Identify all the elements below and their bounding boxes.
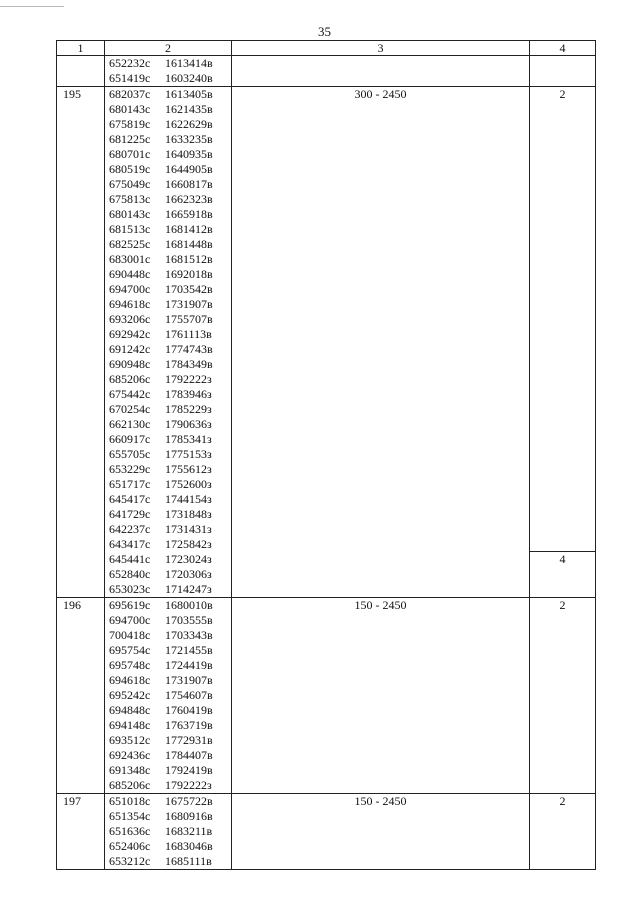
cont-range [232,56,530,87]
coord-pair [109,688,231,703]
coord-pair [109,839,231,854]
header-row [57,41,596,56]
longitude: 1763719в [165,718,213,732]
latitude: 683001c [109,252,151,266]
continuation-row [57,56,596,87]
row-range: 150 - 2450 [232,794,530,870]
coord-pair [109,477,231,492]
latitude: 695242c [109,688,151,702]
coord-pair [109,778,231,793]
row-category-cell [530,87,596,598]
coord-pair [109,87,231,102]
coord-pair [109,267,231,282]
row-category: 2 [530,794,596,870]
longitude: 1633235в [165,132,213,146]
longitude: 1644905в [165,162,213,176]
latitude: 691348c [109,763,151,777]
latitude: 651018c [109,794,151,808]
longitude: 1703542в [165,282,213,296]
longitude: 1792222з [165,372,212,386]
latitude: 690948c [109,357,151,371]
coord-pair [109,447,231,462]
coord-pair [109,132,231,147]
longitude: 1725842з [165,537,212,551]
latitude: 642237c [109,522,151,536]
coord-pair [109,237,231,252]
longitude: 1680916в [165,809,213,823]
longitude: 1731907в [165,673,213,687]
coord-pair [109,673,231,688]
longitude: 1681412в [165,222,213,236]
longitude: 1724419в [165,658,213,672]
longitude: 1621435в [165,102,213,116]
longitude: 1692018в [165,267,213,281]
latitude: 653212c [109,854,151,868]
latitude: 651717c [109,477,151,491]
coord-pair [109,117,231,132]
longitude: 1681448в [165,237,213,251]
cont-num [57,56,105,87]
coord-pair [109,357,231,372]
latitude: 675442c [109,387,151,401]
row-category: 2 [530,87,595,552]
longitude: 1790636з [165,417,212,431]
latitude: 694700c [109,613,151,627]
longitude: 1784349в [165,357,213,371]
coord-pair: 651419c 1603240в [109,71,213,85]
longitude: 1731907в [165,297,213,311]
coord-pair: 652232c 1613414в [109,56,213,70]
coord-pair [109,537,231,552]
latitude: 680143c [109,102,151,116]
latitude: 685206c [109,372,151,386]
coord-pair [109,372,231,387]
coord-pair [109,703,231,718]
cont-coords [105,56,232,87]
longitude: 1613405в [165,87,213,101]
header-col-3: 3 [232,41,530,56]
latitude: 682037c [109,87,151,101]
longitude: 1731431з [165,522,212,536]
latitude: 693512c [109,733,151,747]
longitude: 1680010в [165,598,213,612]
latitude: 692942c [109,327,151,341]
coord-pair [109,282,231,297]
longitude: 1714247з [165,582,212,596]
latitude: 693206c [109,312,151,326]
row-category-2: 4 [559,552,566,566]
latitude: 680701c [109,147,151,161]
longitude: 1731848з [165,507,212,521]
longitude: 1761113в [165,327,212,341]
latitude: 670254c [109,402,151,416]
longitude: 1622629в [165,117,213,131]
longitude: 1783946з [165,387,212,401]
coordinates-table [56,40,596,870]
latitude: 645441c [109,552,151,566]
header-col-4: 4 [530,41,596,56]
table-row-195 [57,87,596,598]
row-number: 195 [57,87,105,598]
coord-pair [109,102,231,117]
longitude: 1760419в [165,703,213,717]
coord-pair [109,613,231,628]
longitude: 1660817в [165,177,213,191]
header-col-1: 1 [57,41,105,56]
latitude: 690448c [109,267,151,281]
coord-pair [109,312,231,327]
coord-pair [109,417,231,432]
coord-pair [109,252,231,267]
latitude: 652406c [109,839,151,853]
coord-pair [109,582,231,597]
longitude: 1685111в [165,854,212,868]
coord-pair [109,522,231,537]
latitude: 675819c [109,117,151,131]
coord-pair [109,658,231,673]
coord-pair [109,854,231,869]
coord-pair [109,162,231,177]
latitude: 645417c [109,492,151,506]
coord-pair [109,492,231,507]
longitude: 1703343в [165,628,213,642]
longitude: 1681512в [165,252,213,266]
longitude: 1675722в [165,794,213,808]
coord-pair [109,432,231,447]
latitude: 675049c [109,177,151,191]
latitude: 695748c [109,658,151,672]
row-coords [105,794,232,870]
latitude: 700418c [109,628,151,642]
latitude: 695619c [109,598,151,612]
longitude: 1785229з [165,402,212,416]
longitude: 1755612з [165,462,212,476]
latitude: 680143c [109,207,151,221]
row-number: 197 [57,794,105,870]
coord-pair [109,327,231,342]
latitude: 694148c [109,718,151,732]
coord-pair [109,748,231,763]
coord-pair [109,809,231,824]
coord-pair [109,342,231,357]
latitude: 651354c [109,809,151,823]
latitude: 694618c [109,297,151,311]
longitude: 1754607в [165,688,213,702]
page-number: 35 [318,24,331,39]
coord-pair [109,794,231,809]
latitude: 641729c [109,507,151,521]
latitude: 680519c [109,162,151,176]
coord-pair [109,222,231,237]
latitude: 694848c [109,703,151,717]
row-coords [105,598,232,794]
coord-pair [109,598,231,613]
coord-pair [109,718,231,733]
latitude: 660917c [109,432,151,446]
latitude: 681225c [109,132,151,146]
coord-pair [109,147,231,162]
longitude: 1755707в [165,312,213,326]
row-range: 300 - 2450 [232,87,530,598]
longitude: 1683211в [165,824,213,838]
latitude: 685206c [109,778,151,792]
row-category: 2 [530,598,596,794]
latitude: 691242c [109,342,151,356]
latitude: 692436c [109,748,151,762]
latitude: 652840c [109,567,151,581]
longitude: 1792222з [165,778,212,792]
coord-pair [109,387,231,402]
latitude: 653023c [109,582,151,596]
table-row-196 [57,598,596,794]
coord-pair [109,552,231,567]
row-number: 196 [57,598,105,794]
coord-pair [109,567,231,582]
coord-pair [109,462,231,477]
row-range: 150 - 2450 [232,598,530,794]
row-coords [105,87,232,598]
coord-pair [109,507,231,522]
top-rule [0,6,64,7]
longitude: 1744154з [165,492,212,506]
header-col-2: 2 [105,41,232,56]
latitude: 651636c [109,824,151,838]
latitude: 694618c [109,673,151,687]
longitude: 1720306з [165,567,212,581]
coord-pair [109,297,231,312]
latitude: 643417c [109,537,151,551]
longitude: 1752600з [165,477,212,491]
coord-pair [109,402,231,417]
coord-pair [109,207,231,222]
latitude: 655705c [109,447,151,461]
longitude: 1784407в [165,748,213,762]
coord-pair [109,177,231,192]
longitude: 1665918в [165,207,213,221]
longitude: 1792419в [165,763,213,777]
coord-pair [109,643,231,658]
longitude: 1662323в [165,192,213,206]
longitude: 1775153з [165,447,212,461]
latitude: 682525c [109,237,151,251]
coord-pair [109,733,231,748]
longitude: 1785341з [165,432,212,446]
latitude: 694700c [109,282,151,296]
coord-pair [109,628,231,643]
coord-pair [109,824,231,839]
longitude: 1683046в [165,839,213,853]
table-row-197 [57,794,596,870]
coord-pair [109,763,231,778]
latitude: 662130c [109,417,151,431]
longitude: 1774743в [165,342,213,356]
latitude: 675813c [109,192,151,206]
longitude: 1772931в [165,733,213,747]
latitude: 653229c [109,462,151,476]
coord-pair [109,192,231,207]
longitude: 1640935в [165,147,213,161]
longitude: 1703555в [165,613,213,627]
cont-category [530,56,596,87]
longitude: 1723024з [165,552,212,566]
latitude: 695754c [109,643,151,657]
longitude: 1721455в [165,643,213,657]
latitude: 681513c [109,222,151,236]
